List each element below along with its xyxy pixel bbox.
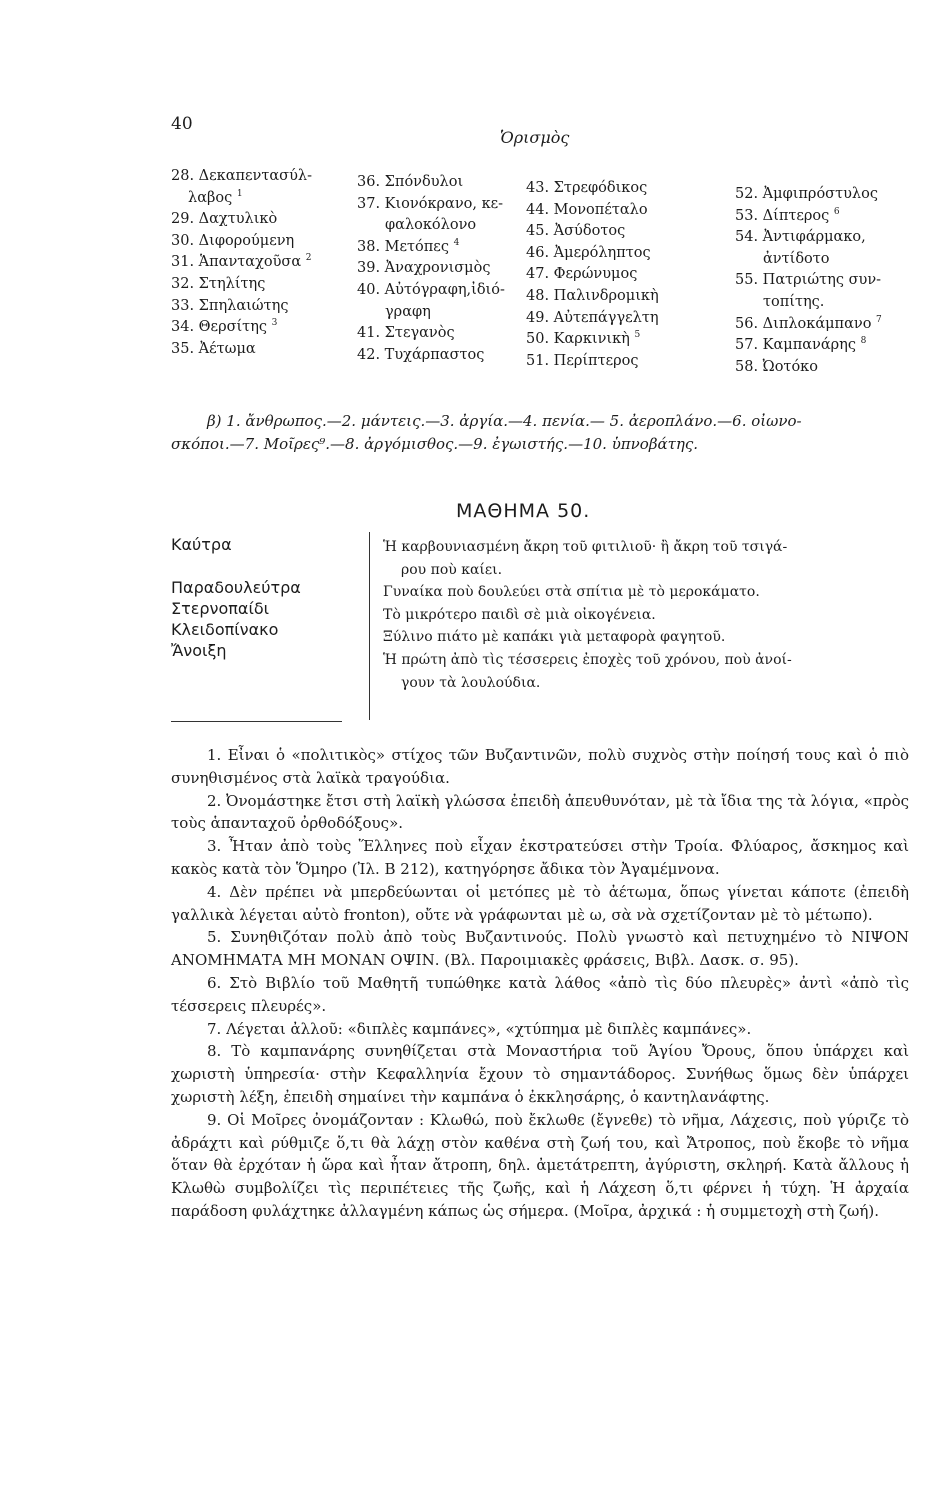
list-item: 43. Στρεφόδικος: [526, 180, 648, 196]
list-item: 34. Θερσίτης $^3$: [171, 318, 278, 336]
list-item: 48. Παλινδρομικὴ: [526, 287, 659, 304]
lesson-word: Κλειδοπίνακο: [171, 620, 279, 639]
definition-line: Ξύλινο πιάτο μὲ καπάκι γιὰ μεταφορὰ φαγητοῦ.: [383, 629, 726, 646]
list-item: 38. Μετόπες $^4$: [357, 237, 460, 255]
footnote-marker: 5: [634, 330, 641, 341]
definition-line: γουν τὰ λουλούδια.: [401, 674, 541, 691]
list-item: 57. Καμπανάρης $^8$: [735, 336, 867, 354]
footnote-marker: 2: [305, 253, 312, 264]
list-item: 51. Περίπτερος: [526, 352, 639, 369]
footnote-separator: [171, 721, 342, 722]
column-divider: [369, 532, 370, 720]
lesson-word: Καύτρα: [171, 535, 232, 554]
list-item: 41. Στεγανὸς: [357, 325, 455, 342]
list-item: 56. Διπλοκάμπανο $^7$: [735, 314, 882, 332]
list-item: 40. Αὐτόγραφη,ἰδιό-: [357, 281, 505, 298]
list-item: 31. Ἁπανταχοῦσα $^2$: [171, 253, 312, 271]
footnote-marker: 6: [833, 206, 840, 217]
list-item: λαβος $^1$: [188, 188, 243, 206]
footnote: 6. Στὸ Βιβλίο τοῦ Μαθητῆ τυπώθηκε κατὰ λάθος «ἀπὸ τὶς δύο πλευρὲς» ἀντὶ «ἀπὸ τὶς τέσσερεις πλευρές».: [171, 973, 909, 1015]
footnote: 5. Συνηθιζόταν πολὺ ἀπὸ τοὺς Βυζαντινούς. Πολὺ γνωστὸ καὶ πετυχημένο τὸ ΝΙΨΟΝ ΑΝΟΜΗΜΑΤΑ ΜΗ ΜΟΝΑΝ ΟΨΙΝ. (Βλ. Παροιμιακὲς φράσεις, Βιβλ. Δασκ. σ. 95).: [171, 928, 909, 970]
lesson-words: [171, 534, 301, 661]
list-item: 49. Αὐτεπάγγελτη: [526, 309, 659, 326]
footnote-marker: 4: [453, 237, 460, 248]
word-list-column-4: [735, 184, 882, 378]
list-item: 35. Ἀέτωμα: [171, 340, 256, 357]
list-item: 47. Φερώνυμος: [526, 266, 638, 283]
list-item: 55. Πατριώτης συν-: [735, 272, 882, 289]
list-item: τοπίτης.: [763, 293, 825, 310]
list-item: 30. Διφορούμενη: [171, 232, 295, 249]
list-item: 29. Δαχτυλικὸ: [171, 211, 278, 228]
definition-line: Ἡ πρώτη ἀπὸ τὶς τέσσερεις ἐποχὲς τοῦ χρόνου, ποὺ ἀνοί-: [383, 651, 792, 668]
answers-b: [171, 410, 911, 456]
list-item: 58. Ὠοτόκο: [735, 358, 818, 375]
list-item: 39. Ἀναχρονισμὸς: [357, 260, 491, 277]
list-item: 33. Σπηλαιώτης: [171, 297, 289, 314]
list-item: 44. Μονοπέταλο: [526, 201, 648, 218]
list-item: 28. Δεκαπεντασύλ-: [171, 168, 312, 184]
list-item: 53. Δίπτερος $^6$: [735, 206, 840, 224]
footnote-marker: 8: [860, 336, 867, 347]
definition-line: Γυναίκα ποὺ δουλεύει στὰ σπίτια μὲ τὸ μεροκάματο.: [383, 584, 760, 601]
lesson-title: ΜΑΘΗΜΑ 50.: [456, 500, 591, 522]
list-item: 42. Τυχάρπαστος: [357, 346, 485, 363]
word-list-column-1: [171, 166, 312, 360]
list-item: φαλοκόλονο: [385, 217, 477, 234]
list-item: 45. Ἀσύδοτος: [526, 223, 626, 240]
footnote: 9. Οἱ Μοῖρες ὀνομάζονταν : Κλωθώ, ποὺ ἔκλωθε (ἔγνεθε) τὸ νῆμα, Λάχεσις, ποὺ γύριζε τὸ ἀδράχτι καὶ ρύθμιζε ὅ,τι θὰ λάχῃ στὸν καθένα στὴ ζωή του, καὶ Ἄτροπος, ποὺ ἔκοβε τὸ νῆμα ὅταν θὰ ἐρχόταν ἡ ὥρα καὶ ἦταν ἄτροπη, δηλ. ἀμετάτρεπτη, ἀγύριστη, σκληρή. Κατὰ ἄλλους ἡ Κλωθὼ συμβολίζει τὶς περιπέτειες τῆς ζωῆς, καὶ ἡ Λάχεση ὅ,τι φέρνει ἡ τύχη. Ἡ ἀρχαία παράδοση φυλάχτηκε ἀλλαγμένη κάπως ὡς σήμερα. (Μοῖρα, ἀρχικά : ἡ συμμετοχὴ στὴ ζωή).: [171, 1110, 909, 1220]
footnote: 1. Εἶναι ὁ «πολιτικὸς» στίχος τῶν Βυζαντινῶν, πολὺ συχνὸς στὴν ποίησή τους καὶ ὁ πιὸ συνηθισμένος στὰ λαϊκὰ τραγούδια.: [171, 746, 909, 787]
page-number: 40: [171, 114, 193, 134]
lesson-word: Παραδουλεύτρα: [171, 578, 301, 597]
lesson-word: Στερνοπαίδι: [171, 599, 270, 618]
definition-line: Τὸ μικρότερο παιδὶ σὲ μιὰ οἰκογένεια.: [383, 606, 656, 623]
answers-line: β) 1. ἄνθρωπος.—2. μάντεις.—3. ἀργία.—4. πενία.— 5. ἀεροπλάνο.—6. οἰωνο-: [207, 412, 802, 430]
word-list-column-3: [526, 178, 659, 372]
footnote-marker: 3: [271, 318, 278, 329]
list-item: γραφη: [385, 303, 431, 320]
footnote: 4. Δὲν πρέπει νὰ μπερδεύωνται οἱ μετόπες μὲ τὸ ἀέτωμα, ὅπως γίνεται κάποτε (ἐπειδὴ γαλλικὰ λέγεται αὐτὸ fronton), οὔτε νὰ γράφωνται μὲ ω, σὰ νὰ σχετίζονταν μὲ τὸ μέτωπο).: [171, 882, 909, 924]
answers-line: σκόποι.—7. Μοῖρες⁹.—8. ἀργόμισθος.—9. ἐγωιστής.—10. ὑπνοβάτης.: [171, 435, 699, 453]
list-item: 46. Ἀμερόληπτος: [526, 244, 651, 261]
list-item: 37. Κιονόκρανο, κε-: [357, 195, 504, 212]
list-item: ἀντίδοτο: [763, 250, 830, 267]
footnotes: [171, 744, 909, 1223]
list-item: 32. Στηλίτης: [171, 275, 266, 292]
footnote-marker: 7: [876, 314, 882, 325]
word-list-column-2: [357, 172, 505, 366]
lesson-word: Ἄνοιξη: [171, 641, 227, 660]
lesson-definitions: [383, 536, 923, 694]
footnote-marker: 1: [236, 188, 243, 199]
footnote: 2. Ὀνομάστηκε ἔτσι στὴ λαϊκὴ γλώσσα ἐπειδὴ ἀπευθυνόταν, μὲ τὰ ἴδια της τὰ λόγια, «πρὸς τοὺς ἁπανταχοῦ ὀρθοδόξους».: [171, 791, 909, 833]
running-title: Ὁρισμὸς: [500, 128, 570, 147]
definition-line: ρου ποὺ καίει.: [401, 561, 503, 578]
list-item: 36. Σπόνδυλοι: [357, 174, 464, 190]
list-item: 52. Ἀμφιπρόστυλος: [735, 186, 878, 202]
list-item: 50. Καρκινικὴ $^5$: [526, 330, 641, 348]
footnote: 3. Ἦταν ἀπὸ τοὺς Ἕλληνες ποὺ εἶχαν ἐκστρατεύσει στὴν Τροία. Φλύαρος, ἄσκημος καὶ κακὸς κατὰ τὸν Ὅμηρο (Ἰλ. Β 212), κατηγόρησε ἄδικα τὸν Ἀγαμέμνονα.: [171, 837, 909, 878]
footnote: 7. Λέγεται ἀλλοῦ: «διπλὲς καμπάνες», «χτύπημα μὲ διπλὲς καμπάνες».: [207, 1019, 752, 1038]
list-item: 54. Ἀντιφάρμακο,: [735, 229, 866, 246]
footnote: 8. Τὸ καμπανάρης συνηθίζεται στὰ Μοναστήρια τοῦ Ἁγίου Ὄρους, ὅπου ὑπάρχει καὶ χωριστὴ ὑπηρεσία· στὴν Κεφαλληνία ἔχουν τὸ σημαντάδορος. Συνήθως ὅμως δὲν ὑπάρχει χωριστὴ λέξη, ἐπειδὴ σημαίνει τὴν καμπάνα ὁ ἐκκλησάρης, ὁ καντηλανάφτης.: [171, 1042, 909, 1106]
definition-line: Ἡ καρβουνιασμένη ἄκρη τοῦ φιτιλιοῦ· ἢ ἄκρη τοῦ τσιγά-: [383, 539, 788, 555]
